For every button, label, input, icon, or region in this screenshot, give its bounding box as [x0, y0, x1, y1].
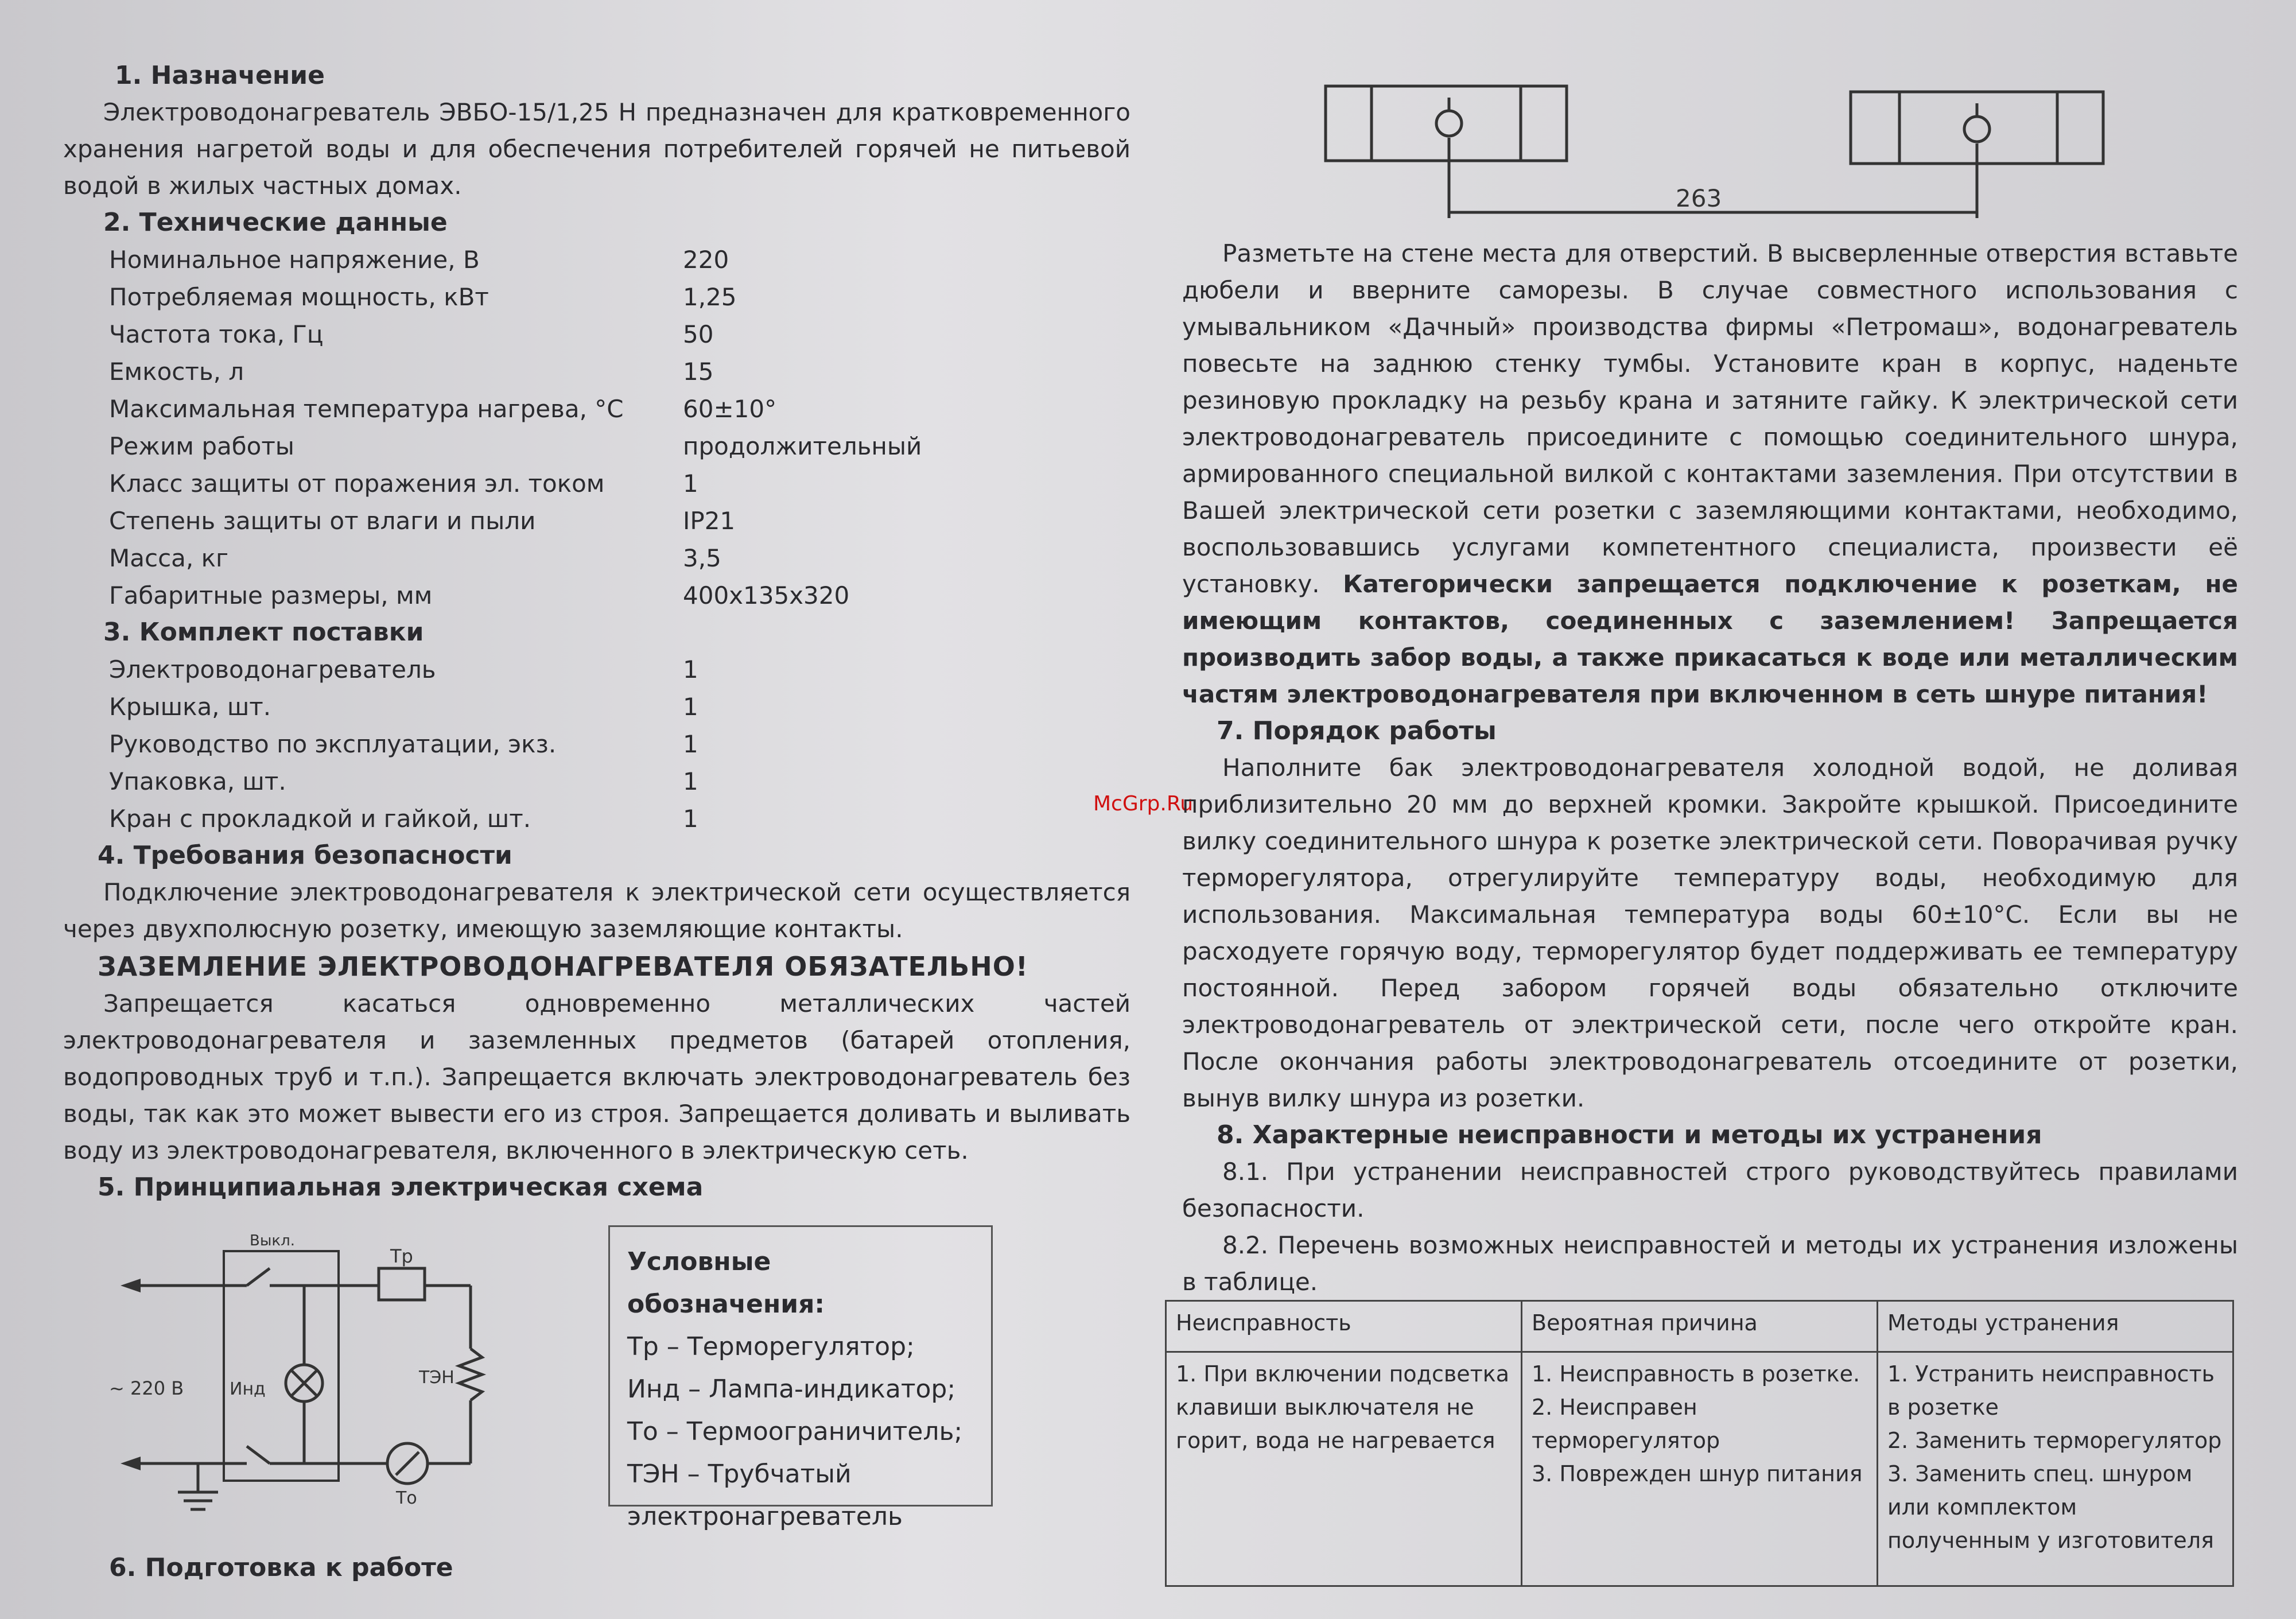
- table-header-row: [1166, 1301, 2233, 1352]
- electrical-schema: [98, 1222, 499, 1521]
- ten-label: ТЭН: [419, 1368, 454, 1388]
- spec-value: IP21: [683, 507, 736, 535]
- section-7-text: Наполните бак электроводонагревателя холодной водой, не доливая приблизительно 20 мм до верхней кромки. Закройте крышкой. Присоедините вилку соединительного шнура к розетке электрической сети. Поворачивая ручку терморегулятора, отрегулируйте температуру воды, необходимую для использования. Максимальная температура воды 60±10°С. Если вы не расходуете горячую воду, терморегулятор будет поддерживать ее температуру постоянной. Перед забором горячей воды обязательно отключите электроводонагреватель от электрической сети, после чего откройте кран. После окончания работы электроводонагреватель отсоедините от розетки, вынув вилку шнура из розетки.: [1182, 754, 2238, 1112]
- section-8-2: 8.2. Перечень возможных неисправностей и методы их устранения изложены в таблице.: [1182, 1231, 2238, 1296]
- table-header: Неисправность: [1166, 1301, 1522, 1352]
- section-3-title: 3. Комплект поставки: [103, 618, 424, 647]
- tr-label: Тр: [390, 1245, 413, 1267]
- spec-value: 60±10°: [683, 395, 777, 423]
- legend-item: электронагреватель: [627, 1502, 903, 1531]
- kit-qty: 1: [683, 655, 698, 684]
- section-6-warning: Категорически запрещается подключение к розеткам, не имеющим контактов, соединенных с заземлением! Запрещается производить забор воды, а также прикасаться к воде или металлическим частям электроводонагревателя при включенном в сеть шнуре питания!: [1182, 570, 2238, 708]
- faults-table: [1165, 1300, 2234, 1587]
- section-1-text: Электроводонагреватель ЭВБО-15/1,25 Н предназначен для кратковременного хранения нагретой воды и для обеспечения потребителей горячей не питьевой водой в жилых частных домах.: [63, 98, 1130, 200]
- causes-cell: [1522, 1352, 1878, 1586]
- kit-qty: 1: [683, 767, 698, 795]
- section-4-text: Подключение электроводонагревателя к электрической сети осуществляется через двухполюсную розетку, имеющую заземляющие контакты.: [63, 878, 1130, 943]
- kit-item: Крышка, шт.: [109, 693, 271, 721]
- kit-item: Кран с прокладкой и гайкой, шт.: [109, 805, 531, 833]
- spec-value: продолжительный: [683, 432, 922, 460]
- voltage-label: ~ 220 В: [109, 1377, 184, 1399]
- spec-value: 3,5: [683, 544, 721, 572]
- kit-list: [109, 651, 1130, 837]
- section-1-title: 1. Назначение: [115, 61, 325, 90]
- ind-label: Инд: [230, 1379, 266, 1399]
- section-6-text: [1182, 235, 2238, 713]
- spec-key: Масса, кг: [109, 544, 229, 572]
- spec-value: 15: [683, 358, 714, 386]
- fault-cell: 1. При включении подсветка клавиши выключателя не горит, вода не нагревается: [1166, 1352, 1522, 1586]
- spec-value: 1: [683, 469, 698, 498]
- spec-key: Номинальное напряжение, В: [109, 246, 480, 274]
- section-8-title: 8. Характерные неисправности и методы их устранения: [1217, 1120, 2042, 1150]
- kit-item: Руководство по эксплуатации, экз.: [109, 730, 557, 758]
- kit-item: Электроводонагреватель: [109, 655, 436, 684]
- kit-qty: 1: [683, 730, 698, 758]
- kit-qty: 1: [683, 693, 698, 721]
- right-column: [1182, 235, 2238, 1300]
- spec-key: Частота тока, Гц: [109, 320, 324, 348]
- table-header: Методы устранения: [1878, 1301, 2233, 1352]
- legend-box: [608, 1225, 993, 1531]
- legend-item: Инд – Лампа-индикатор;: [627, 1375, 956, 1404]
- legend-item: Тр – Терморегулятор;: [627, 1332, 915, 1361]
- section-6-title: 6. Подготовка к работе: [109, 1553, 453, 1582]
- spec-key: Емкость, л: [109, 358, 244, 386]
- section-2-title: 2. Технические данные: [103, 208, 448, 237]
- kit-qty: 1: [683, 805, 698, 833]
- grounding-warning: ЗАЗЕМЛЕНИЕ ЭЛЕКТРОВОДОНАГРЕВАТЕЛЯ ОБЯЗАТЕЛЬНО!: [98, 951, 1028, 982]
- section-6-instructions: Разметьте на стене места для отверстий. В высверленные отверстия вставьте дюбели и вверните саморезы. В случае совместного использования с умывальником «Дачный» производства фирмы «Петромаш», водонагреватель повесьте на заднюю стенку тумбы. Установите кран в корпус, наденьте резиновую прокладку на резьбу крана и затяните гайку. К электрической сети электроводонагреватель присоедините с помощью соединительного шнура, армированного специальной вилкой с контактами заземления. При отсутствии в Вашей электрической сети розетки с заземляющими контактами, необходимо, воспользовавшись услугами компетентного специалиста, произвести её установку.: [1182, 239, 2238, 598]
- spec-key: Максимальная температура нагрева, °С: [109, 395, 624, 423]
- spec-key: Режим работы: [109, 432, 294, 460]
- spec-key: Степень защиты от влаги и пыли: [109, 507, 536, 535]
- section-7-title: 7. Порядок работы: [1217, 716, 1497, 746]
- kit-item: Упаковка, шт.: [109, 767, 286, 795]
- section-5-title: 5. Принципиальная электрическая схема: [98, 1172, 704, 1202]
- fix-item: 2. Заменить терморегулятор: [1887, 1428, 2222, 1453]
- section-4-title: 4. Требования безопасности: [98, 841, 512, 870]
- spec-key: Габаритные размеры, мм: [109, 581, 433, 609]
- spec-key: Класс защиты от поражения эл. током: [109, 469, 605, 498]
- spec-value: 220: [683, 246, 729, 274]
- spec-value: 400x135x320: [683, 581, 850, 609]
- spec-key: Потребляемая мощность, кВт: [109, 283, 489, 311]
- cause-item: 2. Неисправен терморегулятор: [1532, 1395, 1720, 1453]
- fixes-cell: [1878, 1352, 2233, 1586]
- section-8-1: 8.1. При устранении неисправностей строго руководствуйтесь правилами безопасности.: [1182, 1158, 2238, 1222]
- table-header: Вероятная причина: [1522, 1301, 1878, 1352]
- left-column: [63, 57, 1130, 1206]
- fix-item: 3. Заменить спец. шнуром или комплектом полученным у изготовителя: [1887, 1461, 2214, 1553]
- specs-list: [109, 241, 1130, 614]
- switch-label: Выкл.: [250, 1232, 295, 1249]
- spec-value: 50: [683, 320, 714, 348]
- table-row: [1166, 1352, 2233, 1586]
- section-4-prohibitions: Запрещается касаться одновременно металлических частей электроводонагревателя и заземленных предметов (батарей отопления, водопроводных труб и т.п.). Запрещается включать электроводонагреватель без воды, так как это может вывести его из строя. Запрещается доливать и выливать воду из электроводонагревателя, включенного в электрическую сеть.: [63, 989, 1130, 1164]
- cause-item: 3. Поврежден шнур питания: [1532, 1461, 1863, 1486]
- legend-item: То – Термоограничитель;: [627, 1417, 963, 1446]
- to-label: То: [396, 1488, 417, 1508]
- legend-title: Условные обозначения:: [627, 1247, 825, 1319]
- dimension-label: 263: [1676, 184, 1722, 212]
- legend-item: ТЭН – Трубчатый: [627, 1459, 852, 1489]
- spec-value: 1,25: [683, 283, 737, 311]
- mounting-diagram: [1320, 75, 2123, 230]
- fix-item: 1. Устранить неисправность в розетке: [1887, 1361, 2215, 1420]
- watermark: McGrp.Ru: [1093, 792, 1194, 816]
- cause-item: 1. Неисправность в розетке.: [1532, 1361, 1860, 1387]
